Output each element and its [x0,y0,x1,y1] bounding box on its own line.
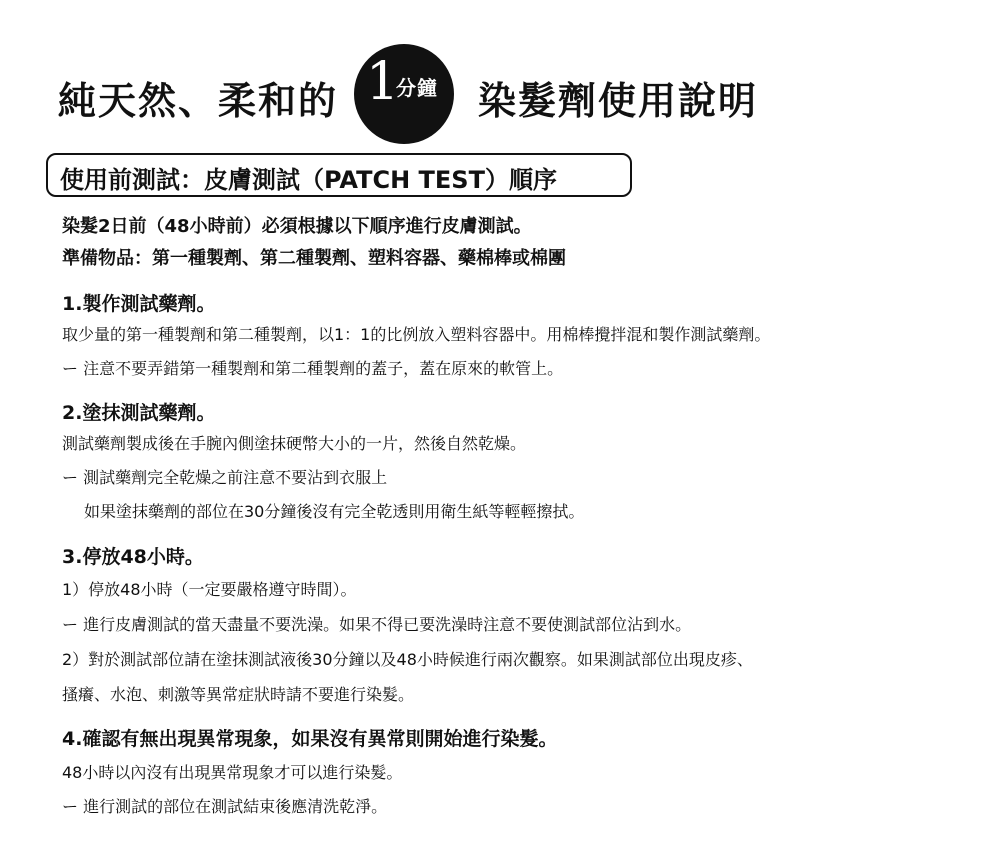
one-minute-badge [354,44,454,144]
step-heading: 2.塗抹測試藥劑。 [62,402,216,424]
section-heading: 使用前測試：皮膚測試（PATCH TEST）順序 [60,166,557,194]
step-text: 取少量的第一種製劑和第二種製劑，以1：1的比例放入塑料容器中。用棉棒攪拌混和製作測試藥劑。 [62,325,771,344]
step-text: ー 進行測試的部位在測試結束後應清洗乾淨。 [62,797,388,816]
step-heading: 4.確認有無出現異常現象，如果沒有異常則開始進行染髮。 [62,728,558,750]
step-text: 測試藥劑製成後在手腕內側塗抹硬幣大小的一片，然後自然乾燥。 [62,434,527,453]
step-text: 48小時以內沒有出現異常現象才可以進行染髮。 [62,763,403,782]
step-text: 搔癢、水泡、刺激等異常症狀時請不要進行染髮。 [62,685,415,704]
step-text: 如果塗抹藥劑的部位在30分鐘後沒有完全乾透則用衛生紙等輕輕擦拭。 [84,502,585,521]
section-heading-box [46,153,632,197]
step-heading: 3.停放48小時。 [62,546,204,568]
page-title [58,44,958,144]
intro-line: 準備物品：第一種製劑、第二種製劑、塑料容器、藥棉棒或棉團 [62,248,566,269]
step-text: ー 進行皮膚測試的當天盡量不要洗澡。如果不得已要洗澡時注意不要使測試部位沾到水。 [62,615,692,634]
step-text: ー 注意不要弄錯第一種製劑和第二種製劑的蓋子，蓋在原來的軟管上。 [62,359,564,378]
title-right: 染髮劑使用說明 [478,79,759,123]
badge-unit: 分鐘 [396,76,438,100]
title-left: 純天然、柔和的 [58,79,339,123]
step-text: 1）停放48小時（一定要嚴格遵守時間）。 [62,580,357,599]
step-heading: 1.製作測試藥劑。 [62,293,216,315]
step-text: ー 測試藥劑完全乾燥之前注意不要沾到衣服上 [62,468,388,487]
step-text: 2）對於測試部位請在塗抹測試液後30分鐘以及48小時候進行兩次觀察。如果測試部位出現皮疹、 [62,650,753,669]
badge-number: 1 [366,52,400,112]
intro-line: 染髮2日前（48小時前）必須根據以下順序進行皮膚測試。 [62,216,532,237]
